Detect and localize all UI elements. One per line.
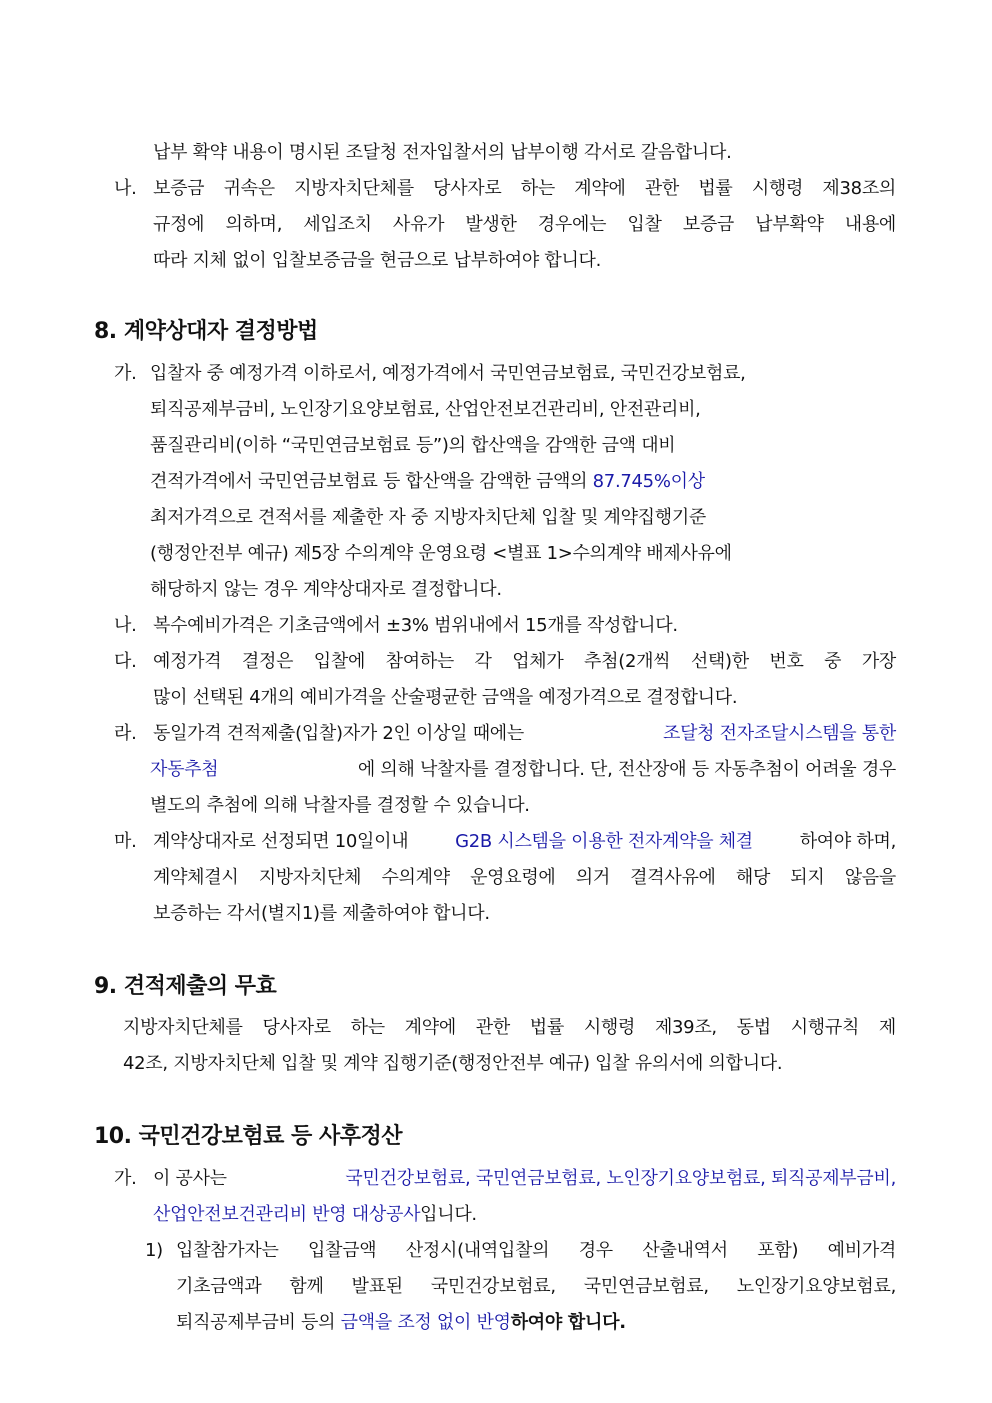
- text-run: 에 의해 낙찰자를 결정합니다. 단, 전산장애 등 자동추첨이 어려울 경우: [357, 759, 896, 780]
- text-run: 하여야 합니다.: [510, 1312, 626, 1333]
- paragraph-line: [153, 1167, 896, 1191]
- list-marker: 라.: [114, 723, 137, 744]
- highlight-text: 산업안전보건관리비 반영 대상공사: [153, 1204, 421, 1225]
- highlight-percent: 87.745%이상: [592, 471, 705, 492]
- paragraph-line: [153, 722, 896, 746]
- paragraph-line: [176, 1311, 626, 1335]
- highlight-text: 자동추첨: [150, 759, 219, 780]
- intro-line: 납부 확약 내용이 명시된 조달청 전자입찰서의 납부이행 각서로 갈음합니다.: [153, 142, 732, 163]
- paragraph-line: 퇴직공제부금비, 노인장기요양보험료, 산업안전보건관리비, 안전관리비,: [150, 399, 701, 420]
- paragraph-line: 지방자치단체를 당사자로 하는 계약에 관한 법률 시행령 제39조, 동법 시행규칙 제: [123, 1017, 896, 1038]
- paragraph-line: [153, 830, 896, 854]
- text-run: 입니다.: [420, 1204, 477, 1225]
- text-run: 계약상대자로 선정되면 10일이내: [153, 831, 409, 852]
- list-marker: 마.: [114, 831, 137, 852]
- list-marker: 나.: [114, 615, 137, 636]
- paragraph-line: 입찰참가자는 입찰금액 산정시(내역입찰의 경우 산출내역서 포함) 예비가격: [176, 1240, 896, 1261]
- paragraph-line: 보증금 귀속은 지방자치단체를 당사자로 하는 계약에 관한 법률 시행령 제38조의: [153, 178, 896, 199]
- paragraph-line: 따라 지체 없이 입찰보증금을 현금으로 납부하여야 합니다.: [153, 250, 602, 271]
- paragraph-line: 42조, 지방자치단체 입찰 및 계약 집행기준(행정안전부 예규) 입찰 유의서에 의합니다.: [123, 1053, 783, 1074]
- paragraph-line: 보증하는 각서(별지1)를 제출하여야 합니다.: [153, 903, 490, 924]
- text-run: 동일가격 견적제출(입찰)자가 2인 이상일 때에는: [153, 723, 524, 744]
- section-heading: 8. 계약상대자 결정방법: [94, 319, 318, 344]
- paragraph-line: [150, 470, 705, 494]
- paragraph-line: 계약체결시 지방자치단체 수의계약 운영요령에 의거 결격사유에 해당 되지 않음을: [153, 867, 896, 888]
- list-marker: 나.: [114, 178, 137, 199]
- text-run: 견적가격에서 국민연금보험료 등 합산액을 감액한 금액의: [150, 471, 593, 492]
- highlight-text: 조달청 전자조달시스템을 통한: [663, 723, 896, 744]
- paragraph-line: 해당하지 않는 경우 계약상대자로 결정합니다.: [150, 579, 502, 600]
- list-marker: 다.: [114, 651, 137, 672]
- text-run: 이 공사는: [153, 1168, 227, 1189]
- paragraph-line: 품질관리비(이하 “국민연금보험료 등”)의 합산액을 감액한 금액 대비: [150, 435, 676, 456]
- paragraph-line: 별도의 추첨에 의해 낙찰자를 결정할 수 있습니다.: [150, 795, 530, 816]
- paragraph-line: 복수예비가격은 기초금액에서 ±3% 범위내에서 15개를 작성합니다.: [153, 615, 678, 636]
- list-marker: 가.: [114, 1168, 137, 1189]
- list-marker: 가.: [114, 363, 137, 384]
- sub-list-marker: 1): [145, 1240, 163, 1261]
- text-run: 퇴직공제부금비 등의: [176, 1312, 341, 1333]
- section-heading: 10. 국민건강보험료 등 사후정산: [94, 1124, 402, 1149]
- paragraph-line: 많이 선택된 4개의 예비가격을 산술평균한 금액을 예정가격으로 결정합니다.: [153, 687, 738, 708]
- paragraph-line: 규정에 의하며, 세입조치 사유가 발생한 경우에는 입찰 보증금 납부확약 내용에: [153, 214, 896, 235]
- text-run: 하여야 하며,: [799, 831, 896, 852]
- highlight-text: 국민건강보험료, 국민연금보험료, 노인장기요양보험료, 퇴직공제부금비,: [345, 1168, 896, 1189]
- paragraph-line: 기초금액과 함께 발표된 국민건강보험료, 국민연금보험료, 노인장기요양보험료,: [176, 1276, 896, 1297]
- section-heading: 9. 견적제출의 무효: [94, 974, 277, 999]
- highlight-text: G2B 시스템을 이용한 전자계약을 체결: [455, 831, 753, 852]
- paragraph-line: 예정가격 결정은 입찰에 참여하는 각 업체가 추첨(2개씩 선택)한 번호 중 가장: [153, 651, 896, 672]
- paragraph-line: 최저가격으로 견적서를 제출한 자 중 지방자치단체 입찰 및 계약집행기준: [150, 507, 707, 528]
- paragraph-line: [153, 1203, 477, 1227]
- paragraph-line: [150, 758, 896, 782]
- highlight-text: 금액을 조정 없이 반영: [340, 1312, 511, 1333]
- paragraph-line: 입찰자 중 예정가격 이하로서, 예정가격에서 국민연금보험료, 국민건강보험료,: [150, 363, 746, 384]
- paragraph-line: (행정안전부 예규) 제5장 수의계약 운영요령 <별표 1>수의계약 배제사유에: [150, 543, 732, 564]
